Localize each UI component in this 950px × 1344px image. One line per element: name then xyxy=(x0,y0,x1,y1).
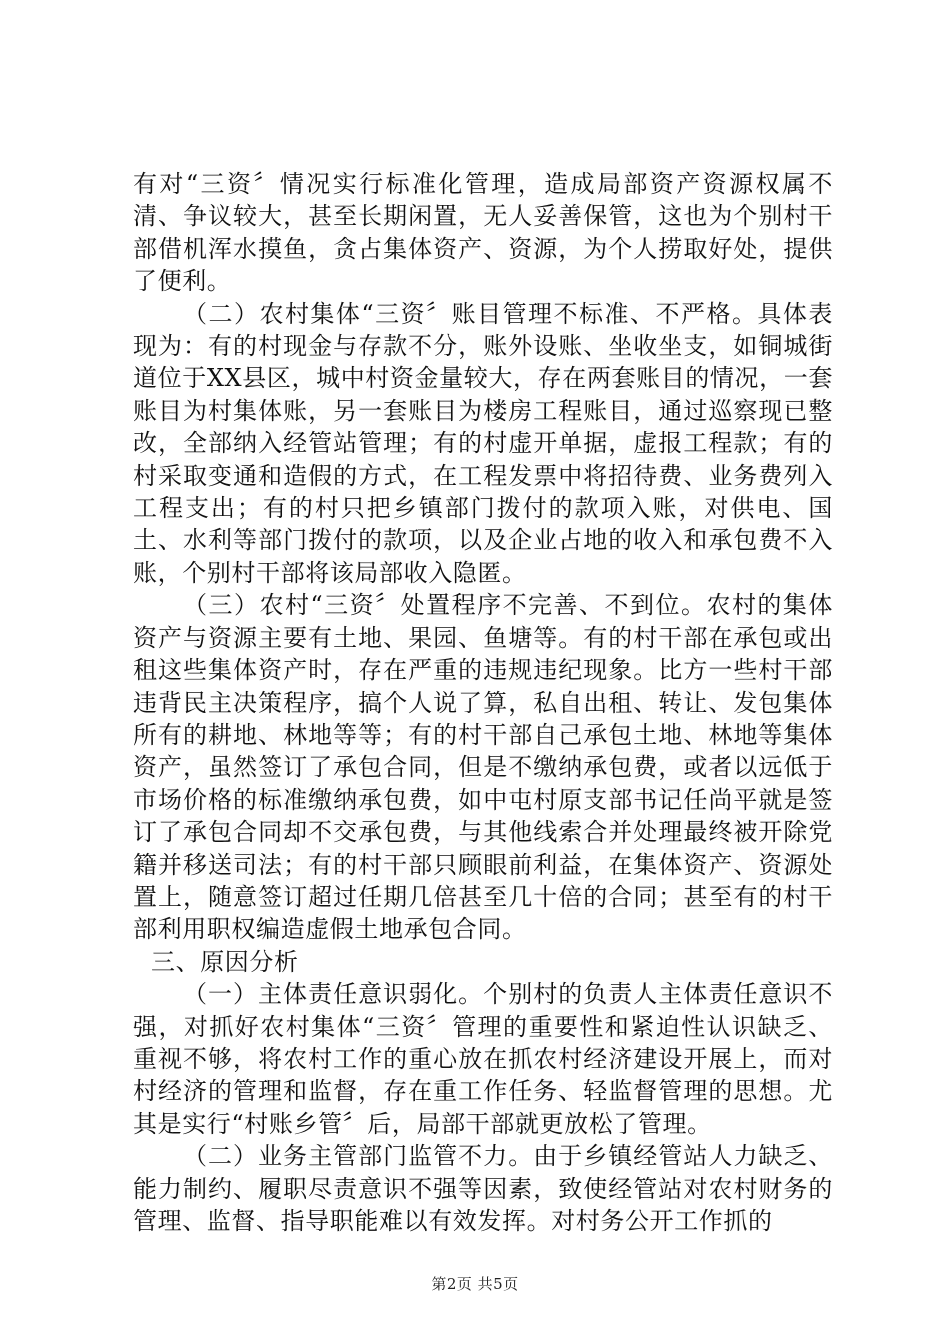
paragraph-asset-disposal: （三）农村“三资〞处置程序不完善、不到位。农村的集体资产与资源主要有土地、果园、鱼塘等。有的村干部在承包或出租这些集体资产时，存在严重的违规违纪现象。比方一些村干部违背民主决策程序，搞个人说了算，私自出租、转让、发包集体所有的耕地、林地等等；有的村干部自己承包土地、林地等集体资产，虽然签订了承包合同，但是不缴纳承包费，或者以远低于市场价格的标准缴纳承包费，如中屯村原支部书记任尚平就是签订了承包合同却不交承包费，与其他线索合并处理最终被开除党籍并移送司法；有的村干部只顾眼前利益，在集体资产、资源处置上，随意签订超过任期几倍甚至几十倍的合同；甚至有的村干部利用职权编造虚假土地承包合同。 xyxy=(133,591,833,944)
paragraph-supervision-weak: （二）业务主管部门监管不力。由于乡镇经管站人力缺乏、能力制约、履职尽责意识不强等因素，致使经管站对农村财务的管理、监督、指导职能难以有效发挥。对村务公开工作抓的 xyxy=(133,1142,833,1235)
section-heading-cause-analysis: 三、原因分析 xyxy=(151,947,299,976)
page-number-footer: 第2页 共5页 xyxy=(431,1275,519,1293)
paragraph-continued: 有对“三资〞情况实行标准化管理，造成局部资产资源权属不清、争议较大，甚至长期闲置，无人妥善保管，这也为个别村干部借机浑水摸鱼，贪占集体资产、资源，为个人捞取好处，提供了便利。 xyxy=(133,170,833,296)
document-body xyxy=(133,168,833,1237)
paragraph-ledger-management: （二）农村集体“三资〞账目管理不标准、不严格。具体表现为：有的村现金与存款不分，账外设账、坐收坐支，如铜城街道位于XX县区，城中村资金量较大，存在两套账目的情况，一套账目为村集体账，另一套账目为楼房工程账目，通过巡察现已整改，全部纳入经管站管理；有的村虚开单据，虚报工程款；有的村采取变通和造假的方式，在工程发票中将招待费、业务费列入工程支出；有的村只把乡镇部门拨付的款项入账，对供电、国土、水利等部门拨付的款项，以及企业占地的收入和承包费不入账，个别村干部将该局部收入隐匿。 xyxy=(133,299,833,587)
paragraph-responsibility-weakened: （一）主体责任意识弱化。个别村的负责人主体责任意识不强，对抓好农村集体“三资〞管理的重要性和紧迫性认识缺乏、重视不够，将农村工作的重心放在抓农村经济建设开展上，而对村经济的管理和监督，存在重工作任务、轻监督管理的思想。尤其是实行“村账乡管〞后，局部干部就更放松了管理。 xyxy=(133,980,833,1138)
